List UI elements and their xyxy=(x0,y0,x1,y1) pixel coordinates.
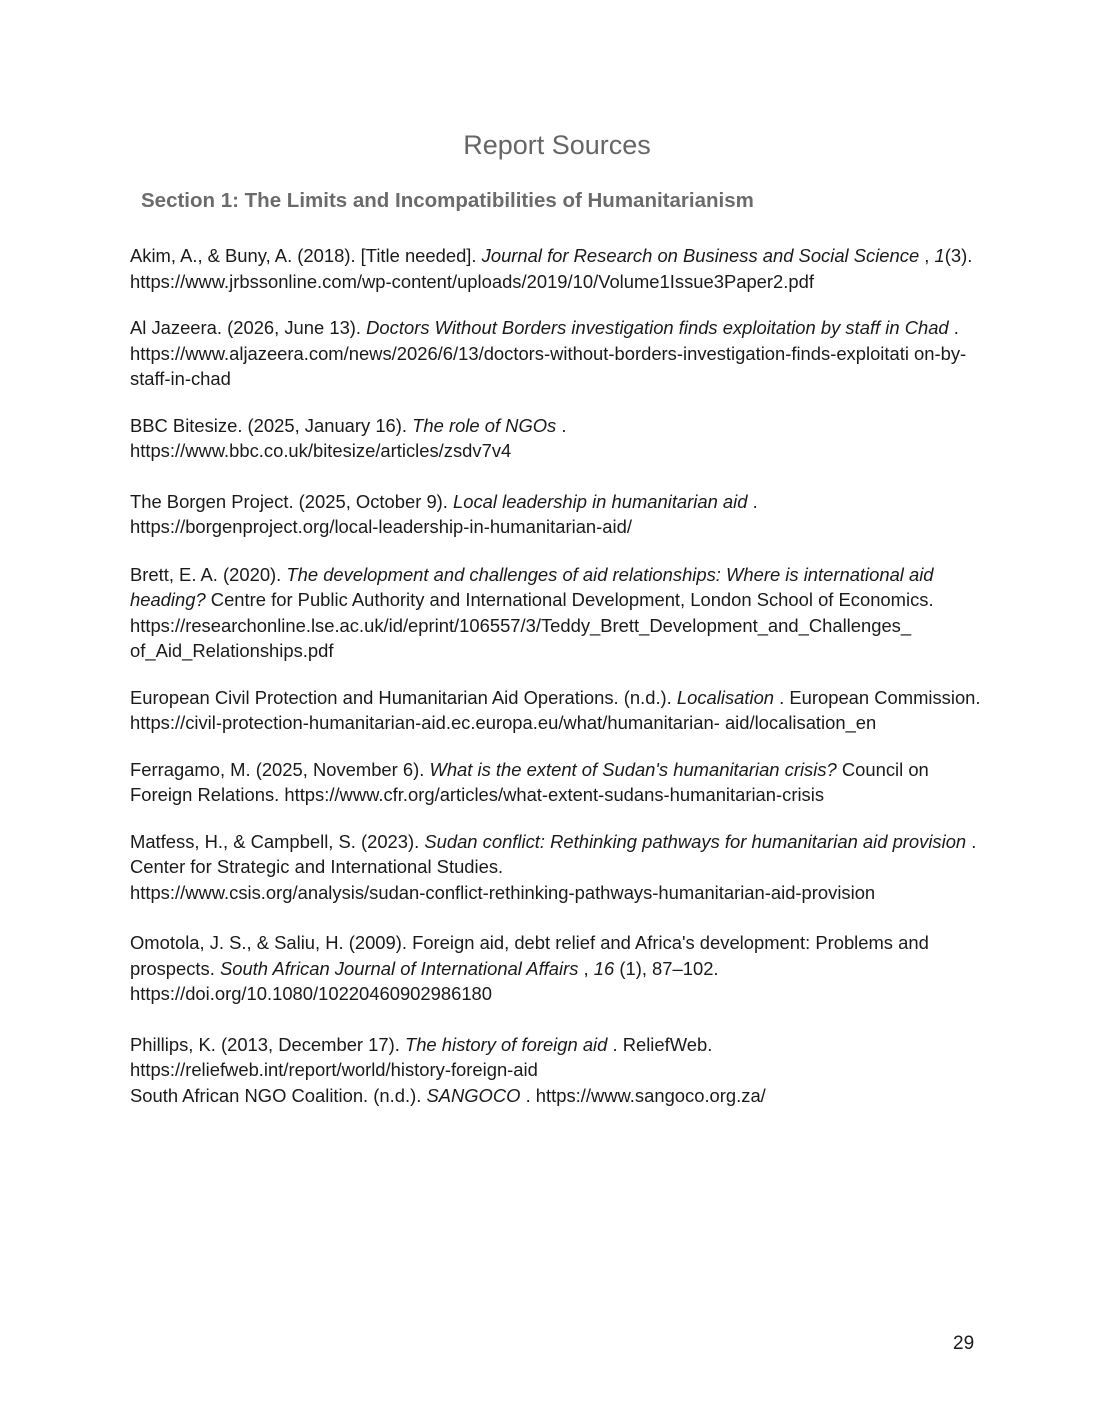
ref-text: . xyxy=(556,414,567,436)
reference-list xyxy=(130,243,990,1108)
reference-entry xyxy=(130,1083,990,1109)
ref-url[interactable]: https://researchonline.lse.ac.uk/id/eprint/106557/3/Teddy_Brett_Development_and_Challenges_ of_Aid_Relationships.pdf xyxy=(130,614,912,661)
page-title: Report Sources xyxy=(463,130,651,160)
ref-text: (3). xyxy=(944,245,973,266)
ref-title: Doctors Without Borders investigation finds exploitation by staff in Chad xyxy=(366,317,949,338)
ref-journal: Journal for Research on Business and Social Science xyxy=(481,245,920,266)
section-heading: Section 1: The Limits and Incompatibilities of Humanitarianism xyxy=(141,189,754,212)
ref-url[interactable]: https://www.jrbssonline.com/wp-content/uploads/2019/10/Volume1Issue3Paper2.pdf xyxy=(130,270,814,292)
page-number: 29 xyxy=(953,1333,975,1354)
ref-authors: European Civil Protection and Humanitarian Aid Operations. (n.d.). xyxy=(130,686,677,708)
ref-text: Council on Foreign Relations. https://www.cfr.org/articles/what-extent-sudans-humanitarian-crisis xyxy=(130,758,929,805)
ref-text: . https://www.sangoco.org.za/ xyxy=(520,1084,766,1106)
ref-text: . ReliefWeb. xyxy=(607,1033,713,1055)
ref-authors: BBC Bitesize. (2025, January 16). xyxy=(130,414,413,436)
reference-entry xyxy=(130,315,990,392)
ref-title: Sudan conflict: Rethinking pathways for humanitarian aid provision xyxy=(424,830,967,852)
ref-text: . Center for Strategic and International Studies. xyxy=(130,830,977,877)
ref-authors: Al Jazeera. (2026, June 13). xyxy=(130,317,367,338)
ref-text: Centre for Public Authority and International Development, London School of Economics. xyxy=(205,589,934,610)
ref-text: , xyxy=(919,245,935,266)
ref-text: , xyxy=(578,957,594,979)
ref-volume: 1 xyxy=(934,245,945,266)
reference-entry xyxy=(130,757,990,808)
ref-url[interactable]: https://www.csis.org/analysis/sudan-conflict-rethinking-pathways-humanitarian-aid-provision xyxy=(130,881,876,903)
reference-entry xyxy=(130,930,990,1007)
ref-title: SANGOCO xyxy=(426,1084,521,1106)
ref-url[interactable]: https://www.aljazeera.com/news/2026/6/13/doctors-without-borders-investigation-finds-exploitati on-by-staff-in-chad xyxy=(130,342,967,389)
ref-text: (1), 87–102. xyxy=(614,957,719,979)
reference-entry xyxy=(130,413,990,464)
ref-authors: Ferragamo, M. (2025, November 6). xyxy=(130,758,430,780)
ref-title: The role of NGOs xyxy=(412,414,557,436)
ref-url[interactable]: https://doi.org/10.1080/10220460902986180 xyxy=(130,983,493,1004)
ref-authors: South African NGO Coalition. (n.d.). xyxy=(130,1084,427,1106)
reference-entry xyxy=(130,1032,990,1083)
ref-authors: Phillips, K. (2013, December 17). xyxy=(130,1033,405,1055)
ref-title: Localisation xyxy=(676,686,775,708)
reference-entry xyxy=(130,243,990,294)
ref-authors: Omotola, J. S., & Saliu, H. (2009). Foreign aid, debt relief and Africa's development: Problems and prospects. xyxy=(130,932,929,979)
ref-title: Local leadership in humanitarian aid xyxy=(453,490,748,512)
ref-authors: Akim, A., & Buny, A. (2018). [Title needed]. xyxy=(130,245,482,266)
ref-authors: Matfess, H., & Campbell, S. (2023). xyxy=(130,830,425,852)
ref-text: . xyxy=(747,490,758,512)
reference-entry xyxy=(130,562,990,664)
ref-title: The development and challenges of aid relationships: Where is international aid heading? xyxy=(130,563,934,610)
reference-entry xyxy=(130,829,990,906)
ref-url[interactable]: https://www.bbc.co.uk/bitesize/articles/zsdv7v4 xyxy=(130,440,512,461)
reference-entry xyxy=(130,685,990,736)
ref-text: . xyxy=(948,317,959,338)
ref-authors: The Borgen Project. (2025, October 9). xyxy=(130,490,454,512)
ref-url[interactable]: https://borgenproject.org/local-leadership-in-humanitarian-aid/ xyxy=(130,516,632,537)
ref-title: The history of foreign aid xyxy=(404,1033,608,1055)
ref-url[interactable]: https://reliefweb.int/report/world/history-foreign-aid xyxy=(130,1059,538,1080)
ref-title: What is the extent of Sudan's humanitarian crisis? xyxy=(429,758,837,780)
reference-entry xyxy=(130,489,990,540)
ref-journal: South African Journal of International Affairs xyxy=(219,957,579,979)
ref-volume: 16 xyxy=(593,957,615,979)
ref-authors: Brett, E. A. (2020). xyxy=(130,563,287,585)
ref-text: . European Commission. https://civil-protection-humanitarian-aid.ec.europa.eu/what/humanitarian- aid/localisation_en xyxy=(130,686,981,733)
